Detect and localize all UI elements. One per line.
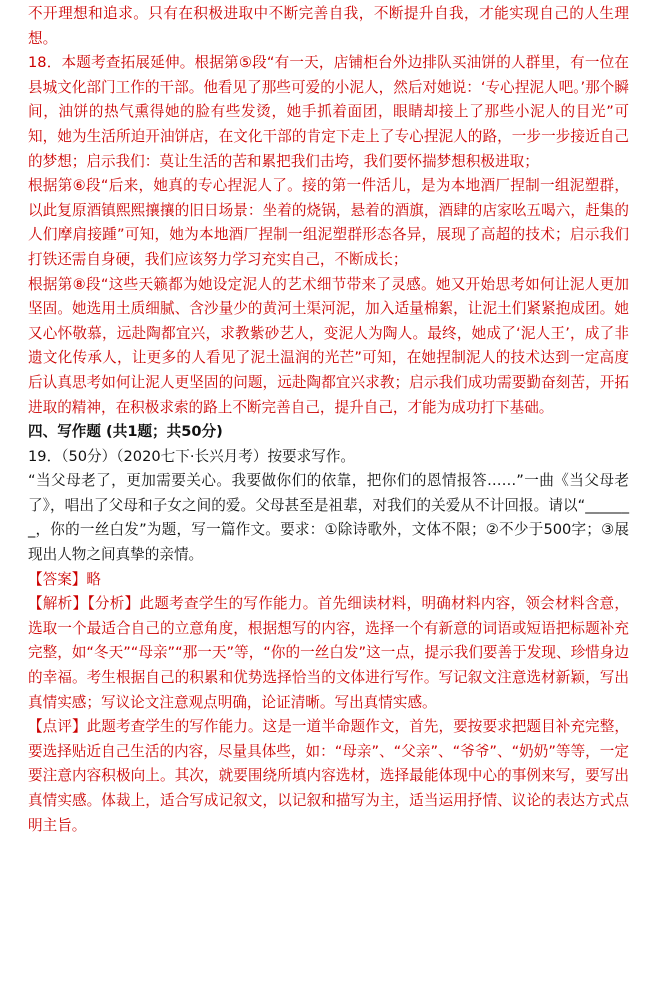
- question-19-prompt: “当父母老了，更加需要关心。我要做你们的依靠，把你们的恩情报答……”一曲《当父母老了》，唱出了父母和子女之间的爱。父母甚至是祖辈，对我们的关爱从不计回报。请以“_______，你的一丝白发”为题，写一篇作文。要求：①除诗歌外，文体不限；②不少于500字；③展现出人物之间真挚的亲情。: [28, 472, 629, 564]
- answer-text: 略: [86, 570, 101, 588]
- analysis-paragraph: [28, 592, 629, 715]
- comment-tag: 【点评】: [28, 718, 87, 736]
- question-19-header: 19．（50分）（2020七下·长兴月考）按要求写作。: [28, 447, 356, 465]
- answer-tag: 【答案】: [28, 570, 87, 588]
- analysis-tag: 【解析】: [28, 595, 88, 613]
- analysis-continuation: 不开理想和追求。只有在积极进取中不断完善自我，不断提升自我，才能实现自己的人生理想。: [28, 5, 629, 47]
- comment-paragraph: [28, 715, 629, 838]
- section-heading-writing: 四、写作题 (共1题；共50分): [28, 423, 223, 441]
- analysis-text: 此题考查学生的写作能力。首先细读材料，明确材料内容，领会材料含意，选取一个最适合自己的立意角度，根据想写的内容，选择一个有新意的词语或短语把标题补充完整，如“冬天”“母亲”“那一天”等，“你的一丝白发”这一点，提示我们要善于发现、珍惜身边的幸福。考生根据自己的积累和优势选择恰当的文体进行写作。写记叙文注意选材新颖，写出真情实感；写议论文注意观点明确，论证清晰。写出真情实感。: [28, 595, 629, 711]
- analysis-q18-part2: 根据第⑥段“后来，她真的专心捏泥人了。接的第一件活儿，是为本地酒厂捏制一组泥塑群，以此复原酒镇熙熙攘攘的旧日场景：坐着的烧锅，悬着的酒旗，酒肆的店家吆五喝六，赶集的人们摩肩接踵”可知，她为本地酒厂捏制一组泥塑群形态各异，展现了高超的技术；启示我们打铁还需自身硬，我们应该努力学习充实自己，不断成长；: [28, 177, 629, 268]
- analysis-sub-tag: 【分析】: [87, 595, 140, 613]
- comment-text: 此题考查学生的写作能力。这是一道半命题作文，首先，要按要求把题目补充完整，要选择贴近自己生活的内容，尽量具体些，如：“母亲”、“父亲”、“爷爷”、“奶奶”等等，一定要注意内容积极向上。其次，就要围绕所填内容选材，选择最能体现中心的事例来写，要写出真情实感。体裁上，适合写成记叙文，以记叙和描写为主，适当运用抒情、议论的表达方式点明主旨。: [28, 718, 629, 834]
- answer-line: [28, 568, 629, 593]
- analysis-q18-part1: 18．本题考查拓展延伸。根据第⑤段“有一天，店铺柜台外边排队买油饼的人群里，有一位在县城文化部门工作的干部。他看见了那些可爱的小泥人，然后对她说：‘专心捏泥人吧。’那个瞬间，油饼的热气熏得她的脸有些发烫，她手抓着面团，眼睛却接上了那些小泥人的目光”可知，她为生活所迫开油饼店，在文化干部的肯定下走上了专心捏泥人的路，一步一步接近自己的梦想；启示我们：莫让生活的苦和累把我们击垮，我们要怀揣梦想积极进取；: [28, 54, 629, 170]
- analysis-q18-part3: 根据第⑧段“这些天籁都为她设定泥人的艺术细节带来了灵感。她又开始思考如何让泥人更加坚固。她选用土质细腻、含沙量少的黄河土渠河泥，加入适量棉絮，让泥土们紧紧抱成团。她又心怀敬慕，远赴陶都宜兴，求教紫砂艺人，变泥人为陶人。最终，她成了‘泥人王’，成了非遗文化传承人，让更多的人看见了泥土温润的光芒”可知，在她捏制泥人的技术达到一定高度后认真思考如何让泥人更坚固的问题，远赴陶都宜兴求教；启示我们成功需要勤奋刻苦，开拓进取的精神，在积极求索的路上不断完善自己，提升自己，才能为成功打下基础。: [28, 275, 629, 416]
